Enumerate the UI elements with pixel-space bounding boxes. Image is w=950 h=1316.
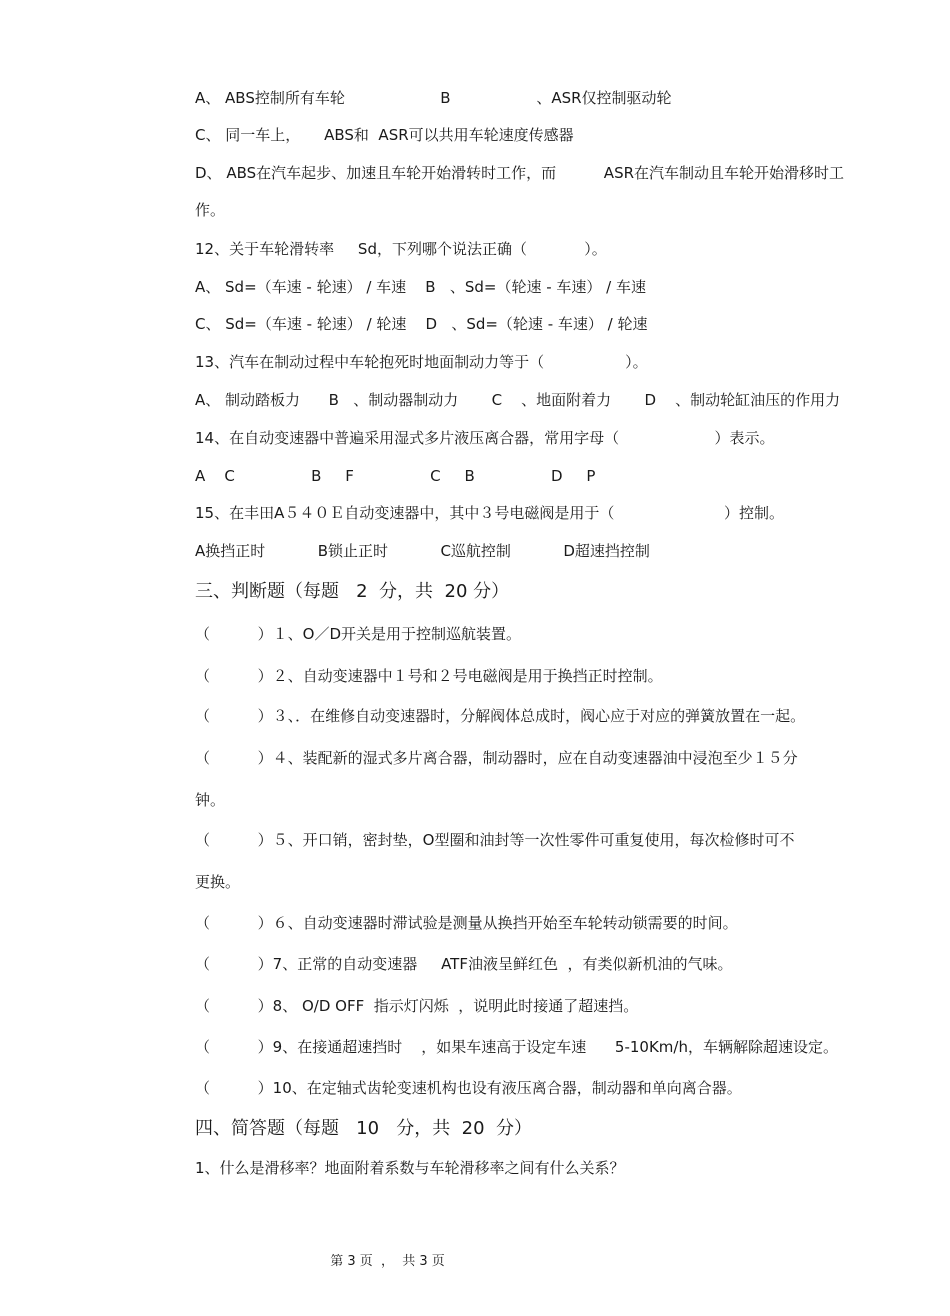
judgement-item-9: （ ）9、在接通超速挡时 ，如果车速高于设定车速 5-10Km/h，车辆解除超速设定。: [195, 1038, 838, 1056]
judgement-item-5-cont: 更换。: [195, 873, 241, 891]
judgement-item-3: （ ）３、．在维修自动变速器时，分解阀体总成时，阀心应于对应的弹簧放置在一起。: [195, 707, 806, 725]
judgement-item-4-cont: 钟。: [195, 791, 226, 809]
judgement-item-4: （ ）４、装配新的湿式多片离合器，制动器时，应在自动变速器油中浸泡至少１５分: [195, 749, 798, 767]
option-line-abs-asr-c: C、 同一车上， ABS和 ASR可以共用车轮速度传感器: [195, 126, 574, 144]
judgement-item-5: （ ）５、开口销，密封垫，O型圈和油封等一次性零件可重复使用，每次检修时可不: [195, 831, 795, 849]
question-13-options: A、 制动踏板力 B 、制动器制动力 C 、地面附着力 D 、制动轮缸油压的作用力: [195, 391, 841, 409]
question-14: 14、在自动变速器中普遍采用湿式多片液压离合器，常用字母（ ）表示。: [195, 429, 775, 447]
option-line-abs-asr-a: A、 ABS控制所有车轮 B 、ASR仅控制驱动轮: [195, 89, 672, 107]
option-line-abs-asr-d: D、 ABS在汽车起步、加速且车轮开始滑转时工作，而 ASR在汽车制动且车轮开始滑移时工: [195, 164, 845, 182]
short-answer-question-1: 1、什么是滑移率？地面附着系数与车轮滑移率之间有什么关系？: [195, 1159, 625, 1177]
judgement-item-10: （ ）10、在定轴式齿轮变速机构也设有液压离合器，制动器和单向离合器。: [195, 1079, 742, 1097]
section-heading-true-false: 三、判断题（每题 2 分，共 20 分）: [195, 581, 510, 602]
question-15: 15、在丰田A５４０Ｅ自动变速器中，其中３号电磁阀是用于（ ）控制。: [195, 504, 785, 522]
question-12: 12、关于车轮滑转率 Sd，下列哪个说法正确（ ）。: [195, 240, 607, 258]
question-12-options-cd: C、 Sd=（车速 - 轮速） / 轮速 D 、Sd=（轮速 - 车速） / 轮速: [195, 315, 648, 333]
judgement-item-8: （ ）8、 O/D OFF 指示灯闪烁 ，说明此时接通了超速挡。: [195, 997, 639, 1015]
question-13: 13、汽车在制动过程中车轮抱死时地面制动力等于（ ）。: [195, 353, 648, 371]
question-15-options: A换挡正时 B锁止正时 C巡航控制 D超速挡控制: [195, 542, 650, 560]
question-12-options-ab: A、 Sd=（车速 - 轮速） / 车速 B 、Sd=（轮速 - 车速） / 车速: [195, 278, 646, 296]
judgement-item-7: （ ）7、正常的自动变速器 ATF油液呈鲜红色 ，有类似新机油的气味。: [195, 955, 733, 973]
option-line-abs-asr-d-cont: 作。: [195, 201, 226, 219]
judgement-item-6: （ ）６、自动变速器时滞试验是测量从换挡开始至车轮转动锁需要的时间。: [195, 914, 738, 932]
judgement-item-1: （ ）１、O／D开关是用于控制巡航装置。: [195, 625, 522, 643]
question-14-options: A C B F C B D P: [195, 467, 596, 485]
judgement-item-2: （ ）２、自动变速器中１号和２号电磁阀是用于换挡正时控制。: [195, 667, 663, 685]
page-footer: 第 3 页 ， 共 3 页: [330, 1254, 445, 1269]
section-heading-short-answer: 四、简答题（每题 10 分，共 20 分）: [195, 1118, 533, 1139]
